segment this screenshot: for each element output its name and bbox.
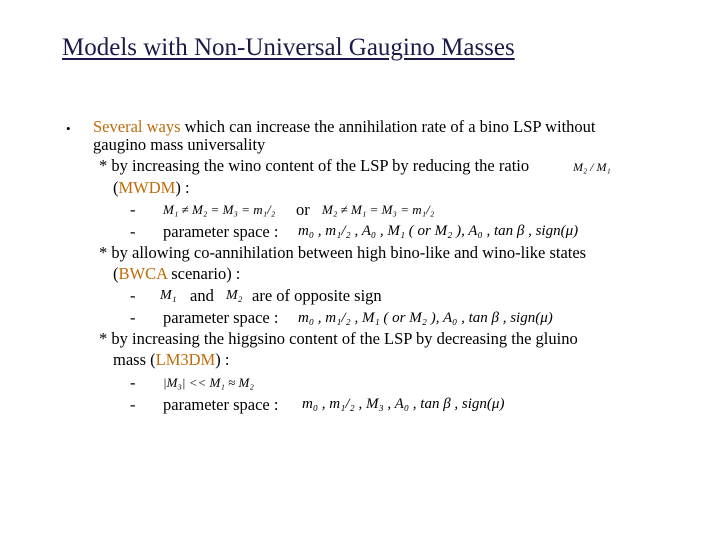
case1-param-label: parameter space :: [163, 222, 279, 241]
case3-dash-1: -: [130, 373, 136, 392]
case2-and: and: [190, 286, 214, 305]
case2-m2: M₂: [226, 288, 243, 303]
case2-sign-text: are of opposite sign: [252, 286, 382, 305]
case3-model-name: LM3DM: [155, 350, 216, 369]
case2-model-name: BWCA: [118, 264, 168, 283]
case2-dash-1: -: [130, 286, 136, 305]
case1-condition-2: M₂ ≠ M₁ = M₃ = m₁/₂: [322, 202, 435, 217]
case1-model-line: (MWDM) :: [113, 178, 190, 197]
case1-param-formula: m₀ , m₁/₂ , A₀ , M₁ ( or M₂ ), A₀ , tan β , sign(μ): [298, 223, 579, 239]
case1-dash-2: -: [130, 222, 136, 241]
case3-dash-2: -: [130, 395, 136, 414]
case3-condition: |M₃| << M₁ ≈ M₂: [163, 375, 254, 390]
case1-condition-1: M₁ ≠ M₂ = M₃ = m₁/₂: [163, 202, 276, 217]
case3-model-line: mass (LM3DM) :: [113, 350, 230, 369]
case3-line-1: * by increasing the higgsino content of the LSP by decreasing the gluino: [99, 329, 578, 348]
intro-line-1: [93, 117, 596, 136]
case1-model-name: MWDM: [118, 178, 176, 197]
case2-param-label: parameter space :: [163, 308, 279, 327]
case1-dash-1: -: [130, 200, 136, 219]
case2-m1: M₁: [160, 288, 177, 303]
case2-model-line: (BWCA scenario) :: [113, 264, 241, 283]
case3-param-label: parameter space :: [163, 395, 279, 414]
intro-accent: Several ways: [93, 117, 181, 136]
case1-line-1: * by increasing the wino content of the LSP by reducing the ratio: [99, 156, 530, 175]
case1-ratio-formula: M₂ / M₁: [573, 160, 611, 174]
case2-line-1: * by allowing co-annihilation between high bino-like and wino-like states: [99, 243, 587, 262]
case2-dash-2: -: [130, 308, 136, 327]
intro-rest-1: which can increase the annihilation rate of a bino LSP without: [180, 117, 596, 136]
page-title: Models with Non-Universal Gaugino Masses: [62, 34, 515, 61]
case2-param-formula: m₀ , m₁/₂ , M₁ ( or M₂ ), A₀ , tan β , sign(μ): [298, 310, 553, 326]
intro-line-2: gaugino mass universality: [93, 135, 266, 154]
case1-or: or: [296, 200, 310, 219]
case3-param-formula: m₀ , m₁/₂ , M₃ , A₀ , tan β , sign(μ): [302, 396, 505, 412]
bullet-icon: •: [66, 121, 71, 136]
